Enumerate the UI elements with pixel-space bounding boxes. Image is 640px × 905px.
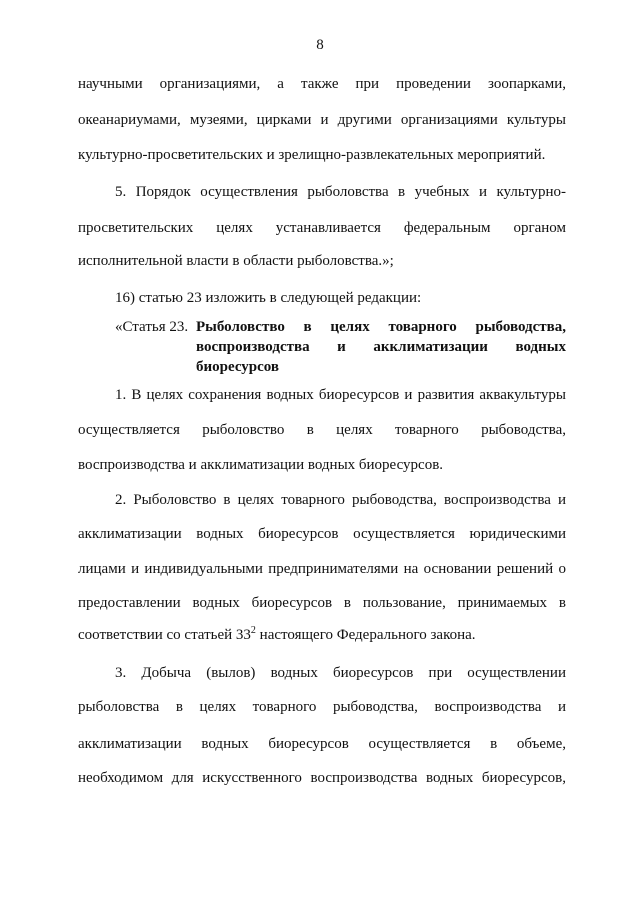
article-title <box>196 317 566 377</box>
text-line: океанариумами, музеями, цирками и другими организациями культуры <box>78 112 566 128</box>
text-line: акклиматизации водных биоресурсов осуществляется юридическими <box>78 526 566 542</box>
text-line: акклиматизации водных биоресурсов осуществляется в объеме, <box>78 736 566 752</box>
text-line: воспроизводства и акклиматизации водных биоресурсов. <box>78 457 444 473</box>
text-line: лицами и индивидуальными предпринимателями на основании решений о <box>78 561 566 577</box>
paragraph-1-line: 1. В целях сохранения водных биоресурсов и развития аквакультуры <box>115 387 566 403</box>
paragraph-2-line: 2. Рыболовство в целях товарного рыбоводства, воспроизводства и <box>115 492 566 508</box>
article-title-line: биоресурсов <box>196 359 280 375</box>
text-line: научными организациями, а также при проведении зоопарками, <box>78 76 566 92</box>
superscript: 2 <box>250 625 256 636</box>
paragraph-3-line: 3. Добыча (вылов) водных биоресурсов при осуществлении <box>115 665 566 681</box>
text-line: предоставлении водных биоресурсов в пользование, принимаемых в <box>78 595 566 611</box>
article-label: «Статья 23. <box>115 319 189 335</box>
text-line <box>78 625 566 645</box>
text-line: просветительских целях устанавливается федеральным органом <box>78 220 566 236</box>
article-title-line: Рыболовство в целях товарного рыбоводства, <box>196 319 566 335</box>
text-line: исполнительной власти в области рыболовства.»; <box>78 253 394 269</box>
text-line: рыболовства в целях товарного рыбоводства, воспроизводства и <box>78 699 566 715</box>
article-title-line: воспроизводства и акклиматизации водных <box>196 339 566 355</box>
text-fragment: настоящего Федерального закона. <box>255 627 476 643</box>
text-line: осуществляется рыболовство в целях товарного рыбоводства, <box>78 422 566 438</box>
page-number: 8 <box>316 37 324 53</box>
paragraph-5-line: 5. Порядок осуществления рыболовства в учебных и культурно- <box>115 184 566 200</box>
amendment-line: 16) статью 23 изложить в следующей редакции: <box>115 290 422 306</box>
text-line: культурно-просветительских и зрелищно-развлекательных мероприятий. <box>78 147 546 163</box>
text-fragment: соответствии со статьей 33 <box>78 627 251 643</box>
text-line: необходимом для искусственного воспроизводства водных биоресурсов, <box>78 770 566 786</box>
